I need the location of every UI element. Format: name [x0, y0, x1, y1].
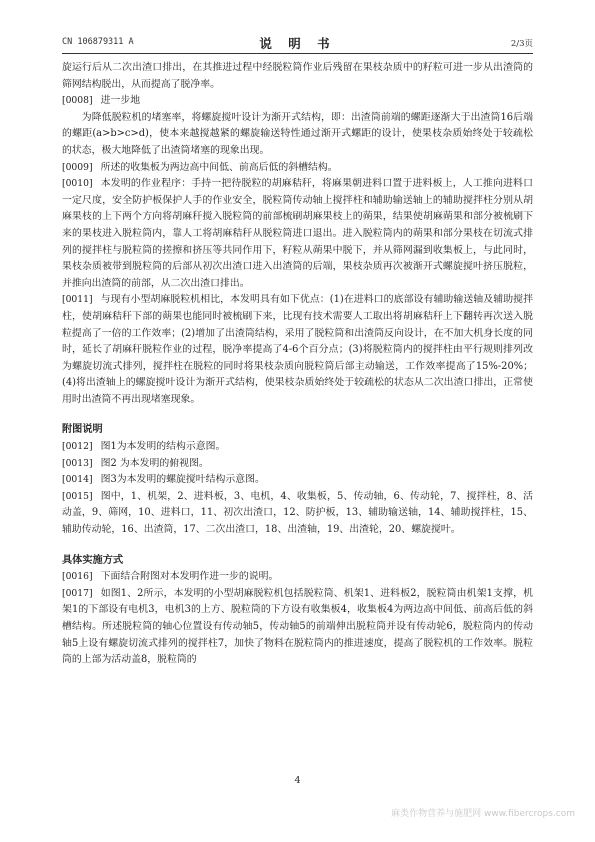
paragraph: [0009] 所述的收集板为两边高中间低、前高后低的斜槽结构。: [62, 161, 338, 173]
page-number: 4: [294, 775, 301, 786]
watermark: 麻类作物营养与施肥网 www.fibercrops.com: [391, 809, 575, 819]
paragraph-number: [0014]: [62, 474, 93, 486]
paragraph: [0014] 图3为本发明的螺旋搅叶结构示意图。: [62, 474, 265, 486]
paragraph: [0016] 下面结合附图对本发明作进一步的说明。: [62, 571, 279, 583]
paragraph-number: [0009]: [62, 161, 93, 173]
paragraph: 为降低脱粒机的堵塞率，将螺旋搅叶设计为渐开式结构，即：出渣筒前端的螺距逐渐大于出渣筒16后端的螺距(a>b>c>d)，使本来越搅越紧的螺旋输送特性通过渐开式螺距的设计，使果枝杂质始终处于较疏松的状态，极大地降低了出渣筒堵塞的现象出现。: [62, 111, 533, 156]
paragraph-number: [0015]: [62, 490, 93, 502]
page-header: [62, 34, 533, 50]
paragraph-number: [0011]: [62, 294, 93, 306]
paragraph-number: [0008]: [62, 95, 93, 107]
paragraph-number: [0010]: [62, 178, 93, 190]
paragraph: [0015] 图中，1、机架，2、进料板，3、电机，4、收集板，5、传动轴，6、传动轮，7、搅拌柱，8、活动盖，9、筛网，10、进料口，11、初次出渣口，12、防护板，13、辅助输送轴，14、辅助搅拌柱，15、辅助传动轮，16、出渣筒，17、二次出渣口，18、出渣轴，19、出渣轮，20、螺旋搅叶。: [62, 490, 533, 536]
paragraph-number: [0012]: [62, 441, 93, 453]
doc-title: 说 明 书: [259, 36, 336, 51]
section-heading-embodiment: 具体实施方式: [62, 554, 124, 566]
doc-number: CN 106879311 A: [62, 37, 134, 47]
paragraph-number: [0013]: [62, 457, 93, 469]
document-body: [62, 60, 533, 669]
paragraph-number: [0017]: [62, 587, 93, 599]
paragraph: [0011] 与现有小型胡麻脱粒机相比，本发明具有如下优点：(1)在进料口的底部设有辅助输送轴及辅助搅拌柱，使胡麻秸秆下部的蒴果也能同时被梳刷下来，比现有技术需要人工取出将胡麻秸秆上下翻转再次送入脱粒提高了一倍的工作效率；(2)增加了出渣筒结构，采用了脱粒筒和出渣筒反向设计，在不加大机身长度的同时，延长了胡麻秆脱粒作业的过程，脱净率提高了4-6个百分点；(3)将脱粒筒内的搅拌柱由平行规则排列改为螺旋切流式排列，搅拌柱在脱粒的同时将果枝杂质向脱粒筒后部主动输送，工作效率提高了15%-20%；(4)将出渣轴上的螺旋搅叶设计为渐开式结构，使果枝杂质始终处于较疏松的状态从二次出渣口排出，正常使用时出渣筒不再出现堵塞现象。: [62, 294, 533, 405]
paragraph-number: [0016]: [62, 571, 93, 583]
paragraph: 旋运行后从二次出渣口排出，在其推进过程中经脱粒筒作业后残留在果枝杂质中的籽粒可进一步从出渣筒的筛网结构脱出，从而提高了脱净率。: [62, 62, 533, 90]
page-indicator: 2/3页: [510, 39, 533, 49]
section-heading-figures: 附图说明: [62, 424, 103, 436]
paragraph: [0008] 进一步地: [62, 95, 141, 107]
paragraph: [0010] 本发明的作业程序：手持一把待脱粒的胡麻秸秆，将麻果朝进料口置于进料板上，人工推向进料口一定尺度，安全防护板保护人手的作业安全，脱粒筒传动轴上搅拌柱和辅助输送轴上的辅助搅拌柱分别从胡麻果枝的上下两个方向将胡麻秆搅入脱粒筒的前部梳刷胡麻果枝上的蒴果，结果使胡麻蒴果和部分被梳刷下来的果枝进入脱粒筒内，靠人工将胡麻秸秆从脱粒筒进口退出。进入脱粒筒内的蒴果和部分果枝在切流式排列的搅拌柱与脱粒筒的搓擦和挤压等共同作用下，籽粒从蒴果中脱下，并从筛网漏到收集板上，与此同时，果枝杂质被带到脱粒筒的后部从初次出渣口进入出渣筒的后端，果枝杂质再次被渐开式螺旋搅叶挤压脱粒，并推向出渣筒的前部，从二次出渣口排出。: [62, 178, 533, 289]
paragraph: [0013] 图2 为本发明的俯视图。: [62, 457, 209, 469]
paragraph: [0012] 图1为本发明的结构示意图。: [62, 441, 226, 453]
paragraph: [0017] 如图1、2所示，本发明的小型胡麻脱粒机包括脱粒筒、机架1、进料板2，脱粒筒由机架1支撑，机架1的下部设有电机3，电机3的上方、脱粒筒的下方设有收集板4，收集板4为两边高中间低、前高后低的斜槽结构。所述脱粒筒的轴心位置设有传动轴5，传动轴5的前端伸出脱粒筒并设有传动轮6，脱粒筒内的传动轴5上设有螺旋切流式排列的搅拌柱7，加快了物料在脱粒筒内的推进速度，提高了脱粒机的工作效率。脱粒筒的上部为活动盖8，脱粒筒的: [62, 587, 533, 666]
header-rule: [62, 53, 533, 54]
